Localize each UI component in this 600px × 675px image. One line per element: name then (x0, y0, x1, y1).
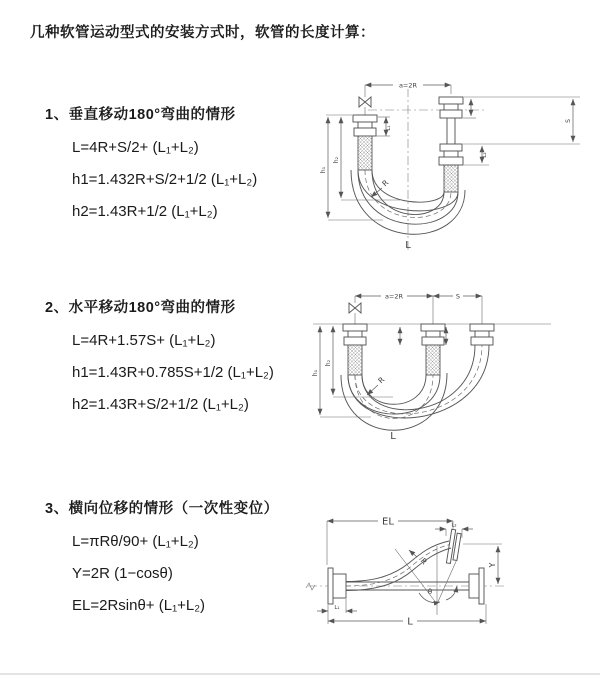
valve-icon (349, 296, 361, 324)
dim-label-l2: L₂ (451, 522, 457, 529)
dim-label-length: L (407, 616, 413, 628)
right-flange-lower (439, 144, 463, 165)
middle-braided-hose (426, 345, 440, 375)
formula-s3-Y: Y=2R (1−cosθ) (72, 565, 173, 582)
hose-s-curve (346, 541, 451, 591)
section-1-vertical-move (45, 103, 325, 228)
right-flange (469, 568, 484, 604)
section-2-horizontal-move (45, 296, 325, 421)
dim-label-l1: L₁ (334, 605, 340, 611)
lateral-displacement-drawing (300, 501, 515, 653)
section-2-heading: 2、水平移动180°弯曲的情形 (45, 300, 236, 316)
formula-s3-EL: EL=2Rsinθ+ (L₁+L₂) (72, 597, 206, 614)
formula-s1-L: L=4R+S/2+ (L₁+L₂) (72, 139, 199, 156)
vertical-bend-drawing (308, 72, 590, 258)
formula-s1-h1: h1=1.432R+S/2+1/2 (L₁+L₂) (72, 171, 258, 188)
dim-label-a2r: a=2R (384, 292, 404, 301)
dim-label-length: L (390, 431, 396, 442)
valve-icon (359, 85, 371, 115)
horizontal-bend-drawing (303, 281, 561, 455)
formula-s2-h1: h1=1.43R+0.785S+1/2 (L₁+L₂) (72, 364, 274, 381)
dim-label-h2: h₂ (333, 156, 340, 164)
formula-s3-L: L=πRθ/90+ (L₁+L₂) (72, 533, 199, 550)
dim-label-h2: h₂ (325, 359, 332, 367)
upper-flange (446, 529, 461, 564)
formula-s2-h2: h2=1.43R+S/2+1/2 (L₁+L₂) (72, 396, 249, 413)
dim-label-s: S (455, 292, 461, 301)
right-flange-upper (439, 97, 463, 118)
left-flange (328, 568, 346, 604)
dim-label-y: Y (488, 562, 497, 568)
page-title: 几种软管运动型式的安装方式时，软管的长度计算： (30, 25, 375, 41)
section-3-lateral-displacement (45, 497, 325, 622)
dim-label-radius: R (418, 556, 429, 567)
dim-label-radius: R (376, 375, 387, 386)
dim-label-theta: θ (427, 588, 433, 596)
dim-label-a2r: a=2R (398, 81, 418, 90)
dim-label-radius: R (380, 178, 391, 189)
figure-vertical-180-bend (308, 72, 590, 258)
dim-label-s: S (565, 119, 572, 123)
right-flange-moved (470, 324, 494, 345)
left-braided-hose (358, 136, 372, 170)
figure-lateral-displacement (300, 501, 515, 653)
dim-label-length: L (405, 240, 411, 251)
break-mark (306, 583, 315, 590)
middle-flange (421, 324, 445, 345)
section-1-heading: 1、垂直移动180°弯曲的情形 (45, 107, 236, 123)
dim-label-h1: h₁ (312, 369, 319, 377)
figure-horizontal-180-bend (303, 281, 561, 455)
formula-s2-L: L=4R+1.57S+ (L₁+L₂) (72, 332, 216, 349)
left-flange (353, 115, 377, 136)
dim-label-l1: L₁ (386, 125, 392, 131)
dim-label-l2: L₂ (482, 152, 488, 158)
formula-s1-h2: h2=1.43R+1/2 (L₁+L₂) (72, 203, 218, 220)
section-3-heading: 3、横向位移的情形（一次性变位） (45, 501, 279, 517)
dim-label-h1: h₁ (320, 166, 327, 174)
right-braided-hose (444, 165, 458, 192)
dim-label-el: EL (382, 516, 394, 528)
hose-u-curves (341, 345, 489, 430)
left-braided-hose (348, 345, 362, 375)
left-flange (343, 324, 367, 345)
